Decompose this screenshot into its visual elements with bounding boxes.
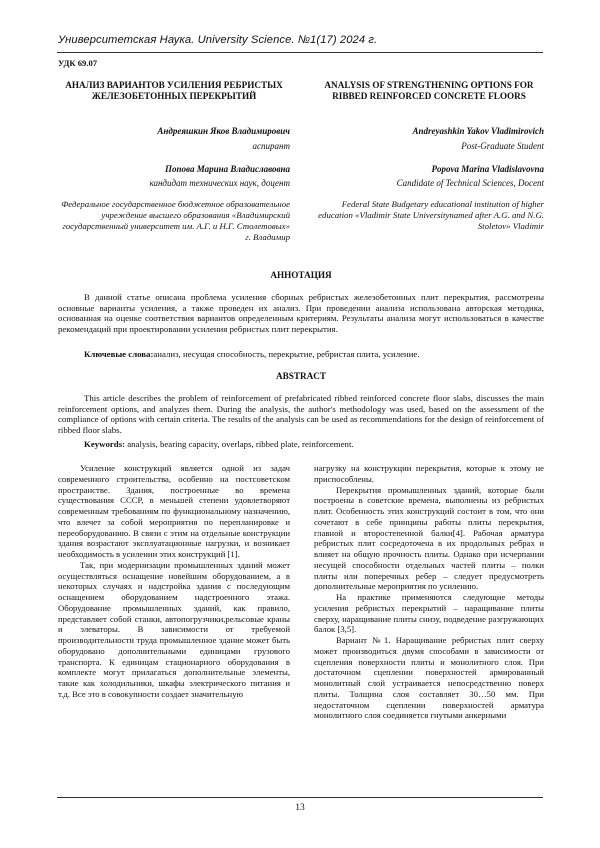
author2-ru: Попова Марина Владиславовна	[165, 164, 290, 174]
body-paragraph: Усиление конструкций является одной из задач современного строительства, особенно на постсоветском пространстве. Здания, построенные во времена существования СССР, в меньшей степени удовлетворяют современным требованиям по функциональному назначению, что влечет за собой мероприятия по перепланировке и переоборудованию. В связи с этим на отдельные конструкции здания возрастают эксплуатационные нагрузки, и возникает необходимость в усилении этих конструкций [1].	[58, 463, 290, 559]
page-number: 13	[295, 803, 305, 813]
keywords-en-text: analysis, bearing capacity, overlaps, ribbed plate, reinforcement.	[125, 439, 354, 449]
role2-ru: кандидат технических наук, доцент	[149, 178, 290, 188]
keywords-en	[58, 439, 544, 450]
title-en: ANALYSIS OF STRENGTHENING OPTIONS FOR RIBBED REINFORCED CONCRETE FLOORS	[324, 80, 534, 101]
title-ru: АНАЛИЗ ВАРИАНТОВ УСИЛЕНИЯ РЕБРИСТЫХ ЖЕЛЕЗОБЕТОННЫХ ПЕРЕКРЫТИЙ	[65, 80, 283, 101]
keywords-ru-text: анализ, несущая способность, перекрытие, ребристая плита, усиление.	[153, 349, 420, 359]
body-paragraph: нагрузку на конструкции перекрытия, которые к этому не приспособлены.	[314, 463, 544, 484]
role2-en: Candidate of Technical Sciences, Docent	[396, 178, 544, 188]
journal-header: Университетская Наука. University Science. №1(17) 2024 г.	[58, 34, 378, 46]
body-paragraph: На практике применяются следующие методы усиления ребристых перекрытий – наращивание плиты сверху, наращивание плиты снизу, подведение разгружающих балок [3,5].	[314, 592, 544, 635]
keywords-ru-label: Ключевые слова:	[84, 349, 154, 359]
role1-ru: аспирант	[252, 141, 290, 151]
abstract-en-text: This article describes the problem of reinforcement of prefabricated ribbed reinforced concrete floor slabs, discusses the main reinforcement options, and analyzes them. During the analysis, the author's methodology was used, based on the assessment of the compliance of options with certain criteria. The results of the analysis can be used as recommendations for the design of reinforcement of ribbed floor slabs.	[58, 393, 544, 435]
abstract-ru-text: В данной статье описана проблема усиления сборных ребристых железобетонных плит перекрытия, рассмотрены основные варианты усиления, а также проведен их анализ. При проведении анализа использована авторская методика, основанная на оценке соответствия вариантов определенным критериям. Результаты анализа могут использоваться в качестве рекомендаций при проектировании усиления ребристых плит перекрытия.	[58, 292, 544, 334]
author1-ru: Андреяшкин Яков Владимирович	[157, 126, 290, 136]
author2-en: Popova Marina Vladislavovna	[431, 164, 544, 174]
affiliation-ru: Федеральное государственное бюджетное образовательное учреждение высшего образования «Владимирский государственный университет им. А.Г. и Н.Г. Столетовых» г. Владимир	[61, 199, 290, 242]
keywords-en-label: Keywords:	[84, 439, 126, 449]
body-paragraph: Вариант №1. Наращивание ребристых плит сверху может производиться двумя способами в зависимости от сцепления поверхности плиты и монолитного слоя. При достаточном сцеплении поверхностей армированный монолитный слой устраивается непосредственно поверх плиты. Толщина слоя составляет 30…50 мм. При недостаточном сцеплении поверхностей арматура монолитного слоя соединяется гнутыми анкерными	[314, 635, 544, 721]
body-paragraph: Перекрытия промышленных зданий, которые были построены в советские времена, выполнены из ребристых плит. Особенность этих конструкций состоит в том, что они сочетают в себе принципы работы плиты перекрытия, главной и второстепенной балки[4]. Рабочая арматура ребристых плит сосредоточена в их продольных ребрах и влияет на общую прочность плиты. Однако при исчерпании несущей способности отдельных частей плиты – полки плиты или поперечных ребер – следует предусмотреть дополнительные мероприятия по усилению.	[314, 484, 544, 592]
abstract-ru-heading: АННОТАЦИЯ	[270, 270, 332, 280]
author1-en: Andreyashkin Yakov Vladimirovich	[412, 126, 544, 136]
body-paragraph: Так, при модернизации промышленных зданий может осуществляться оснащение новейшим оборудованием, а в некоторых случаях и надстройка здания с последующим оснащением оборудованием надстроенного этажа. Оборудование промышленных зданий, как правило, представляет собой станки, автопогрузчики,рельсовые краны и элеваторы. В зависимости от требуемой производительности труда промышленное здание может быть оборудовано дополнительными единицами грузового транспорта. К единицам стационарного оборудования в комплекте могут прилагаться дополнительные элементы, такие как холодильники, шкафы электрического питания и т.д. Все это в совокупности создает значительную	[58, 559, 290, 699]
body-column-left	[58, 463, 290, 700]
abstract-en-heading: ABSTRACT	[275, 371, 327, 381]
role1-en: Post-Graduate Student	[461, 141, 544, 151]
body-column-right	[314, 463, 544, 721]
affiliation-en: Federal State Budgetary educational institution of higher education «Vladimir State Universitynamed after A.G. and N.G. Stoletov» Vladimir	[318, 199, 544, 231]
udk-code: УДК 69.07	[58, 58, 98, 68]
footer-rule	[57, 797, 543, 798]
keywords-ru	[58, 349, 544, 360]
header-rule	[57, 52, 543, 53]
